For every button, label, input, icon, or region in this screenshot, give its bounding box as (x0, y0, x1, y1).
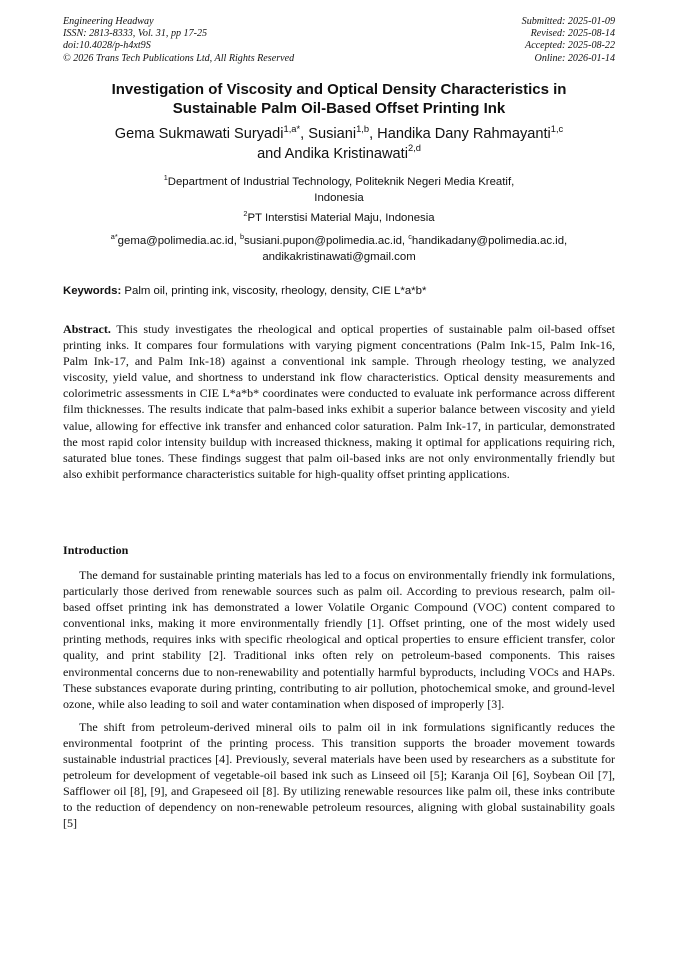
author-superscript: 1,b (356, 123, 370, 134)
revised-date: Revised: 2025-08-14 (530, 28, 615, 40)
author-superscript: 2,d (407, 143, 421, 154)
author-superscript: 1,c (550, 123, 564, 134)
journal-header-left (63, 16, 294, 65)
email-address: handikadany@polimedia.ac.id, (411, 235, 568, 247)
introduction-body (63, 567, 615, 839)
title-line: Sustainable Palm Oil-Based Offset Printing Ink (172, 100, 506, 117)
email-superscript: c (408, 231, 412, 241)
email-address: susiani.pupon@polimedia.ac.id, (244, 235, 409, 247)
affiliation-superscript: 1 (163, 172, 168, 182)
keywords-label: Keywords: (63, 285, 122, 297)
email-superscript: b (240, 231, 245, 241)
email-address: andikakristinawati@gmail.com (262, 251, 416, 263)
affiliation-line (63, 210, 615, 226)
paper-title (63, 80, 615, 118)
affiliation-line (63, 174, 615, 190)
issn-line: ISSN: 2813-8333, Vol. 31, pp 17-25 (63, 28, 208, 40)
author-separator: , (300, 126, 309, 142)
title-line: Investigation of Viscosity and Optical Density Characteristics in (111, 81, 567, 98)
body-paragraph: The demand for sustainable printing materials has led to a focus on environmentally friendly ink formulations, particularly those derived from renewable sources such as palm oil. According to previous research, palm oil-based offset printing ink has demonstrated a lower Volatile Organic Compound (VOC) content compared to conventional inks, making it more environmentally friendly [1]. Offset printing, one of the most widely used printing methods, requires inks with specific rheological and optical properties to ensure efficient transfer, color quality, and print stability [2]. Traditional inks often rely on petroleum-based components. This raises environmental concerns due to non-renewability and potentially harmful byproducts, including VOCs and HAPs. These substances evaporate during printing, contributing to air pollution, photochemical smoke, and ground-level ozone, while also leading to soil and water contamination when disposed of improperly [3]. (63, 568, 615, 711)
author-name: Andika Kristinawati (284, 145, 408, 162)
author-line (63, 125, 615, 145)
author-superscript: 1,a* (283, 123, 301, 134)
keywords-text: Palm oil, printing ink, viscosity, rheology, density, CIE L*a*b* (121, 285, 427, 297)
affiliation-text: Indonesia (314, 192, 364, 204)
author-separator: , (369, 126, 378, 142)
affiliation-2 (63, 210, 615, 226)
abstract (63, 321, 615, 482)
abstract-paragraph (63, 321, 615, 482)
online-date: Online: 2026-01-14 (534, 52, 615, 64)
accepted-date: Accepted: 2025-08-22 (525, 40, 615, 52)
abstract-label: Abstract. (63, 322, 111, 336)
affiliation-text: PT Interstisi Material Maju, Indonesia (247, 212, 435, 224)
submitted-date: Submitted: 2025-01-09 (521, 16, 615, 27)
affiliation-text: Department of Industrial Technology, Politeknik Negeri Media Kreatif, (167, 176, 515, 188)
journal-header-right (522, 16, 615, 65)
author-list (63, 125, 615, 164)
body-paragraph: The shift from petroleum-derived mineral oils to palm oil in ink formulations significantly reduces the environmental footprint of the printing process. This transition supports the broader movement towards sustainable industrial practices [4]. Previously, several materials have been used by researchers as a substitute for petroleum for development of vegetable-oil based ink such as Linseed oil [5]; Karanja Oil [6], Soybean Oil [7], Safflower oil [8], [9], and Grapeseed oil [8]. By utilizing renewable resources like palm oil, these inks contribute to the reduction of dependency on non-renewable petroleum resources, aligning with global sustainability goals [5] (63, 719, 615, 831)
section-heading-introduction: Introduction (63, 543, 129, 557)
email-line (63, 233, 615, 249)
author-name: Susiani (308, 126, 357, 142)
author-and: and (257, 145, 285, 162)
author-name: Gema Sukmawati Suryadi (114, 126, 284, 142)
doi: doi:10.4028/p-h4xt9S (63, 40, 151, 52)
affiliation-superscript: 2 (243, 208, 248, 218)
author-line (63, 145, 615, 165)
abstract-text: This study investigates the rheological and optical properties of sustainable palm oil-based offset printing inks. It compares four formulations with varying pigment concentrations (Palm Ink-15, Palm Ink-16, Palm Ink-17, and Palm Ink-18) against a conventional ink sample. Through rheology testing, we analyzed viscosity, yield value, and shortness to understand ink flow characteristics. Optical density measurements and colorimetric assessments in CIE L*a*b* coordinates were conducted to evaluate ink performance across different film thicknesses. The results indicate that palm-based inks exhibit a superior balance between viscosity and yield value, allowing for effective ink transfer and enhanced color saturation. Palm Ink-17, in particular, demonstrated the most rapid color intensity buildup with increased thickness, making it optimal for applications requiring rich, saturated blue tones. These findings suggest that palm oil-based inks are not only environmentally friendly but also exhibit performance characteristics suitable for high-quality offset printing applications. (63, 322, 615, 481)
copyright: © 2026 Trans Tech Publications Ltd, All Rights Reserved (63, 52, 295, 64)
affiliation-1 (63, 174, 615, 206)
journal-name: Engineering Headway (63, 16, 154, 27)
keywords (63, 285, 426, 297)
email-address: gema@polimedia.ac.id, (117, 235, 241, 247)
author-name: Handika Dany Rahmayanti (377, 126, 551, 142)
email-superscript: a* (110, 231, 118, 241)
author-emails (63, 233, 615, 265)
